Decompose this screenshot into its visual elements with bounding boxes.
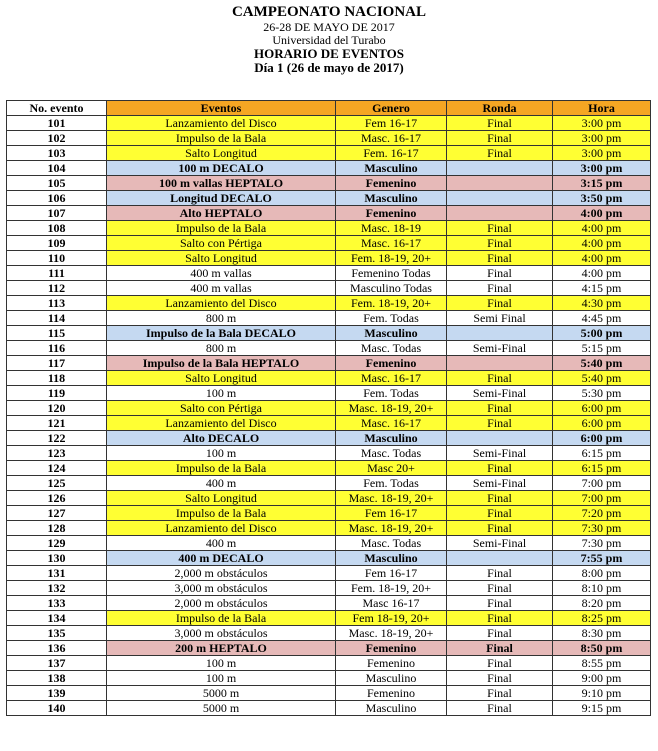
cell-event-name: 100 m: [107, 386, 336, 401]
cell-gender: Masculino: [336, 191, 447, 206]
cell-event-name: Salto Longitud: [107, 491, 336, 506]
table-row: [7, 701, 651, 716]
cell-gender: Masc. 18-19: [336, 221, 447, 236]
cell-event-number: 112: [7, 281, 107, 296]
cell-event-number: 123: [7, 446, 107, 461]
cell-time: 8:10 pm: [553, 581, 651, 596]
cell-round: Final: [447, 701, 553, 716]
cell-round: Final: [447, 686, 553, 701]
cell-event-name: Lanzamiento del Disco: [107, 416, 336, 431]
table-row: [7, 281, 651, 296]
table-row: [7, 596, 651, 611]
table-row: [7, 371, 651, 386]
cell-round: Final: [447, 236, 553, 251]
table-row: [7, 401, 651, 416]
cell-gender: Fem. 18-19, 20+: [336, 581, 447, 596]
cell-event-number: 122: [7, 431, 107, 446]
cell-time: 7:20 pm: [553, 506, 651, 521]
column-header-gender: Genero: [336, 101, 447, 116]
cell-event-name: 100 m: [107, 671, 336, 686]
cell-gender: Masc. 16-17: [336, 131, 447, 146]
cell-event-name: Impulso de la Bala: [107, 221, 336, 236]
cell-event-name: Salto con Pértiga: [107, 401, 336, 416]
cell-event-number: 115: [7, 326, 107, 341]
cell-event-number: 101: [7, 116, 107, 131]
cell-event-number: 114: [7, 311, 107, 326]
cell-event-number: 105: [7, 176, 107, 191]
cell-gender: Masc. 18-19, 20+: [336, 491, 447, 506]
cell-gender: Masc 20+: [336, 461, 447, 476]
cell-round: Final: [447, 146, 553, 161]
cell-time: 9:15 pm: [553, 701, 651, 716]
cell-event-name: 5000 m: [107, 686, 336, 701]
cell-event-name: Impulso de la Bala: [107, 506, 336, 521]
cell-event-name: 3,000 m obstáculos: [107, 581, 336, 596]
table-row: [7, 251, 651, 266]
venue: Universidad del Turabo: [272, 33, 386, 47]
cell-event-name: 400 m: [107, 476, 336, 491]
cell-round: [447, 176, 553, 191]
cell-event-number: 139: [7, 686, 107, 701]
cell-gender: Fem. Todas: [336, 476, 447, 491]
cell-time: 3:00 pm: [553, 161, 651, 176]
cell-gender: Masc. Todas: [336, 341, 447, 356]
cell-round: Final: [447, 581, 553, 596]
table-row: [7, 611, 651, 626]
cell-round: [447, 161, 553, 176]
table-row: [7, 146, 651, 161]
cell-time: 6:00 pm: [553, 431, 651, 446]
cell-round: Semi-Final: [447, 476, 553, 491]
cell-event-name: 2,000 m obstáculos: [107, 596, 336, 611]
cell-round: Semi Final: [447, 311, 553, 326]
cell-event-name: Impulso de la Bala: [107, 461, 336, 476]
cell-event-name: Lanzamiento del Disco: [107, 521, 336, 536]
cell-gender: Masculino: [336, 326, 447, 341]
cell-event-name: Alto DECALO: [107, 431, 336, 446]
cell-gender: Fem 16-17: [336, 116, 447, 131]
cell-event-number: 133: [7, 596, 107, 611]
table-row: [7, 431, 651, 446]
cell-gender: Masculino: [336, 671, 447, 686]
cell-round: Final: [447, 416, 553, 431]
table-row: [7, 416, 651, 431]
cell-event-number: 132: [7, 581, 107, 596]
cell-round: [447, 206, 553, 221]
cell-event-number: 127: [7, 506, 107, 521]
cell-gender: Fem. Todas: [336, 311, 447, 326]
cell-round: Final: [447, 611, 553, 626]
table-row: [7, 266, 651, 281]
cell-event-name: Alto HEPTALO: [107, 206, 336, 221]
cell-gender: Masculino: [336, 431, 447, 446]
cell-round: Final: [447, 491, 553, 506]
cell-round: Final: [447, 371, 553, 386]
cell-event-number: 117: [7, 356, 107, 371]
cell-event-number: 116: [7, 341, 107, 356]
cell-event-number: 131: [7, 566, 107, 581]
cell-round: Final: [447, 521, 553, 536]
cell-round: [447, 326, 553, 341]
cell-round: [447, 191, 553, 206]
cell-event-name: 100 m: [107, 446, 336, 461]
cell-time: 7:00 pm: [553, 491, 651, 506]
cell-event-name: Lanzamiento del Disco: [107, 116, 336, 131]
cell-event-name: 5000 m: [107, 701, 336, 716]
cell-time: 7:55 pm: [553, 551, 651, 566]
cell-round: Final: [447, 296, 553, 311]
table-row: [7, 536, 651, 551]
cell-time: 6:00 pm: [553, 401, 651, 416]
cell-time: 4:00 pm: [553, 221, 651, 236]
cell-time: 7:30 pm: [553, 521, 651, 536]
cell-event-name: Lanzamiento del Disco: [107, 296, 336, 311]
cell-event-name: 400 m: [107, 536, 336, 551]
cell-event-number: 137: [7, 656, 107, 671]
schedule-table: [6, 100, 651, 716]
table-row: [7, 326, 651, 341]
table-row: [7, 131, 651, 146]
cell-event-number: 129: [7, 536, 107, 551]
document-header: [0, 0, 658, 95]
cell-gender: Fem. 18-19, 20+: [336, 251, 447, 266]
table-row: [7, 686, 651, 701]
cell-round: Final: [447, 401, 553, 416]
cell-time: 4:45 pm: [553, 311, 651, 326]
table-row: [7, 566, 651, 581]
table-row: [7, 341, 651, 356]
cell-time: 3:50 pm: [553, 191, 651, 206]
cell-gender: Fem. 18-19, 20+: [336, 296, 447, 311]
cell-round: Final: [447, 566, 553, 581]
cell-event-name: 400 m DECALO: [107, 551, 336, 566]
cell-event-number: 138: [7, 671, 107, 686]
cell-gender: Femenino: [336, 641, 447, 656]
cell-event-name: 200 m HEPTALO: [107, 641, 336, 656]
cell-time: 4:00 pm: [553, 266, 651, 281]
cell-event-name: Salto Longitud: [107, 146, 336, 161]
cell-round: Final: [447, 641, 553, 656]
table-row: [7, 356, 651, 371]
table-row: [7, 221, 651, 236]
table-row: [7, 296, 651, 311]
column-header-number: No. evento: [7, 101, 107, 116]
cell-time: 3:00 pm: [553, 131, 651, 146]
cell-gender: Femenino: [336, 206, 447, 221]
cell-round: Semi-Final: [447, 446, 553, 461]
cell-round: Final: [447, 116, 553, 131]
table-row: [7, 521, 651, 536]
column-header-round: Ronda: [447, 101, 553, 116]
table-row: [7, 386, 651, 401]
cell-gender: Masc. 16-17: [336, 236, 447, 251]
cell-time: 4:30 pm: [553, 296, 651, 311]
cell-gender: Masc. 18-19, 20+: [336, 401, 447, 416]
cell-gender: Masculino: [336, 701, 447, 716]
cell-event-number: 109: [7, 236, 107, 251]
cell-round: Final: [447, 221, 553, 236]
cell-event-number: 106: [7, 191, 107, 206]
cell-round: Final: [447, 131, 553, 146]
cell-event-number: 135: [7, 626, 107, 641]
cell-time: 4:00 pm: [553, 236, 651, 251]
column-header-event: Eventos: [107, 101, 336, 116]
cell-time: 5:40 pm: [553, 356, 651, 371]
table-row: [7, 461, 651, 476]
cell-event-number: 134: [7, 611, 107, 626]
cell-event-number: 103: [7, 146, 107, 161]
cell-event-name: Impulso de la Bala: [107, 131, 336, 146]
cell-round: Final: [447, 266, 553, 281]
cell-event-number: 111: [7, 266, 107, 281]
cell-event-number: 125: [7, 476, 107, 491]
cell-gender: Masc. 18-19, 20+: [336, 521, 447, 536]
cell-event-number: 108: [7, 221, 107, 236]
day-label: Día 1 (26 de mayo de 2017): [254, 60, 404, 75]
cell-event-number: 121: [7, 416, 107, 431]
cell-event-name: Impulso de la Bala: [107, 611, 336, 626]
cell-event-name: 3,000 m obstáculos: [107, 626, 336, 641]
cell-event-name: Impulso de la Bala HEPTALO: [107, 356, 336, 371]
cell-time: 5:15 pm: [553, 341, 651, 356]
cell-event-number: 102: [7, 131, 107, 146]
cell-time: 7:00 pm: [553, 476, 651, 491]
cell-gender: Masc. 16-17: [336, 371, 447, 386]
cell-gender: Femenino: [336, 656, 447, 671]
cell-gender: Fem 16-17: [336, 566, 447, 581]
cell-event-number: 128: [7, 521, 107, 536]
cell-event-number: 126: [7, 491, 107, 506]
cell-time: 8:55 pm: [553, 656, 651, 671]
cell-event-number: 113: [7, 296, 107, 311]
cell-gender: Masc. Todas: [336, 446, 447, 461]
table-row: [7, 176, 651, 191]
table-row: [7, 476, 651, 491]
cell-gender: Femenino: [336, 176, 447, 191]
cell-round: [447, 356, 553, 371]
cell-round: Final: [447, 506, 553, 521]
cell-event-name: 2,000 m obstáculos: [107, 566, 336, 581]
cell-event-number: 119: [7, 386, 107, 401]
cell-gender: Masc 16-17: [336, 596, 447, 611]
cell-round: [447, 431, 553, 446]
cell-round: Semi-Final: [447, 536, 553, 551]
cell-time: 6:15 pm: [553, 446, 651, 461]
cell-event-number: 140: [7, 701, 107, 716]
event-dates: 26-28 DE MAYO DE 2017: [263, 20, 395, 34]
cell-time: 4:15 pm: [553, 281, 651, 296]
cell-round: Semi-Final: [447, 386, 553, 401]
cell-event-name: Salto Longitud: [107, 371, 336, 386]
cell-round: Final: [447, 596, 553, 611]
cell-event-name: 800 m: [107, 341, 336, 356]
cell-round: Final: [447, 281, 553, 296]
table-row: [7, 116, 651, 131]
cell-event-number: 124: [7, 461, 107, 476]
cell-gender: Fem 18-19, 20+: [336, 611, 447, 626]
cell-time: 3:00 pm: [553, 116, 651, 131]
cell-gender: Fem. 16-17: [336, 146, 447, 161]
cell-time: 5:40 pm: [553, 371, 651, 386]
cell-round: [447, 551, 553, 566]
table-row: [7, 671, 651, 686]
cell-time: 8:20 pm: [553, 596, 651, 611]
cell-time: 8:25 pm: [553, 611, 651, 626]
cell-event-name: Impulso de la Bala DECALO: [107, 326, 336, 341]
cell-time: 4:00 pm: [553, 251, 651, 266]
cell-time: 8:30 pm: [553, 626, 651, 641]
cell-time: 4:00 pm: [553, 206, 651, 221]
table-row: [7, 491, 651, 506]
table-row: [7, 206, 651, 221]
table-row: [7, 446, 651, 461]
table-header-row: [7, 101, 651, 116]
table-row: [7, 656, 651, 671]
cell-event-number: 118: [7, 371, 107, 386]
table-row: [7, 191, 651, 206]
cell-event-name: Salto Longitud: [107, 251, 336, 266]
schedule-body: [7, 116, 651, 716]
cell-event-number: 120: [7, 401, 107, 416]
cell-gender: Masc. 16-17: [336, 416, 447, 431]
cell-event-number: 104: [7, 161, 107, 176]
cell-gender: Fem 16-17: [336, 506, 447, 521]
table-row: [7, 641, 651, 656]
cell-time: 8:50 pm: [553, 641, 651, 656]
championship-title: CAMPEONATO NACIONAL: [231, 4, 427, 20]
cell-event-number: 107: [7, 206, 107, 221]
column-header-time: Hora: [553, 101, 651, 116]
cell-gender: Masculino: [336, 161, 447, 176]
cell-event-number: 136: [7, 641, 107, 656]
cell-event-name: 100 m DECALO: [107, 161, 336, 176]
cell-time: 5:00 pm: [553, 326, 651, 341]
cell-gender: Masc. Todas: [336, 536, 447, 551]
cell-round: Final: [447, 251, 553, 266]
cell-time: 7:30 pm: [553, 536, 651, 551]
table-row: [7, 311, 651, 326]
cell-time: 9:00 pm: [553, 671, 651, 686]
cell-gender: Femenino: [336, 686, 447, 701]
cell-event-number: 110: [7, 251, 107, 266]
cell-round: Final: [447, 656, 553, 671]
cell-gender: Femenino Todas: [336, 266, 447, 281]
table-row: [7, 551, 651, 566]
cell-gender: Femenino: [336, 356, 447, 371]
cell-round: Final: [447, 461, 553, 476]
cell-event-name: 800 m: [107, 311, 336, 326]
cell-round: Final: [447, 671, 553, 686]
cell-time: 3:00 pm: [553, 146, 651, 161]
cell-time: 3:15 pm: [553, 176, 651, 191]
cell-time: 5:30 pm: [553, 386, 651, 401]
cell-gender: Masc. 18-19, 20+: [336, 626, 447, 641]
cell-round: Semi-Final: [447, 341, 553, 356]
table-row: [7, 506, 651, 521]
table-row: [7, 161, 651, 176]
cell-gender: Masculino: [336, 551, 447, 566]
table-row: [7, 581, 651, 596]
cell-event-name: 100 m vallas HEPTALO: [107, 176, 336, 191]
cell-gender: Fem. Todas: [336, 386, 447, 401]
cell-time: 9:10 pm: [553, 686, 651, 701]
cell-time: 6:00 pm: [553, 416, 651, 431]
cell-event-name: 100 m: [107, 656, 336, 671]
cell-round: Final: [447, 626, 553, 641]
cell-event-name: Longitud DECALO: [107, 191, 336, 206]
cell-time: 8:00 pm: [553, 566, 651, 581]
cell-time: 6:15 pm: [553, 461, 651, 476]
schedule-title: HORARIO DE EVENTOS: [253, 46, 404, 61]
cell-gender: Masculino Todas: [336, 281, 447, 296]
cell-event-name: Salto con Pértiga: [107, 236, 336, 251]
cell-event-number: 130: [7, 551, 107, 566]
cell-event-name: 400 m vallas: [107, 266, 336, 281]
table-row: [7, 626, 651, 641]
table-row: [7, 236, 651, 251]
cell-event-name: 400 m vallas: [107, 281, 336, 296]
